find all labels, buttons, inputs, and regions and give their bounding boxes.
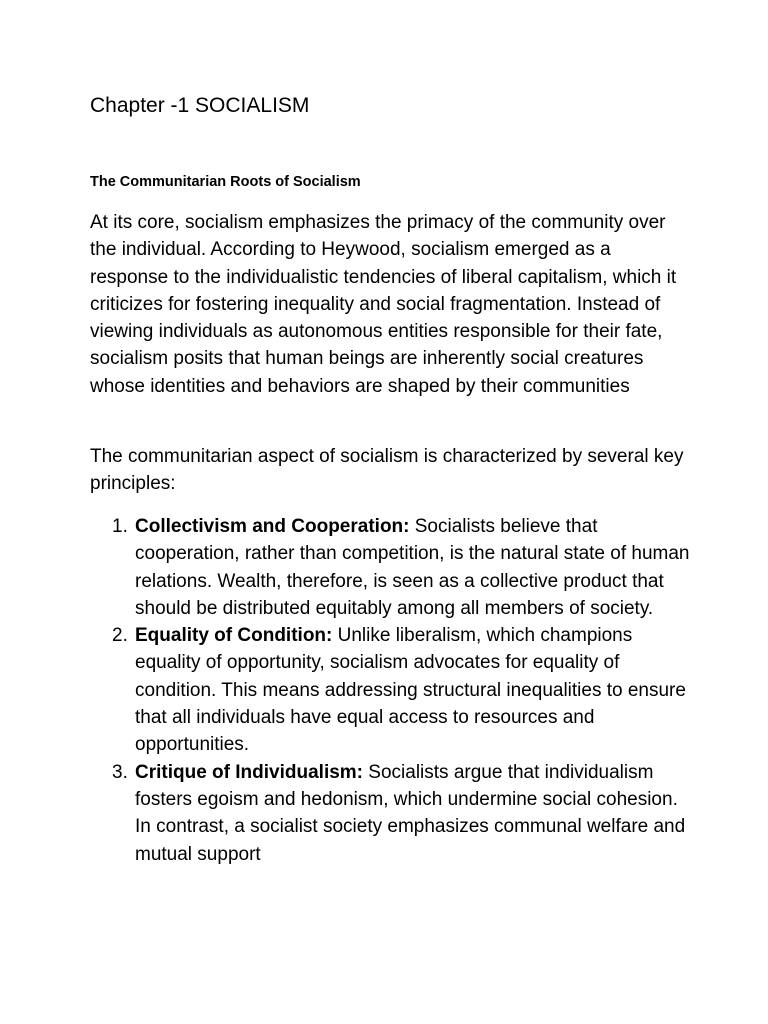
section-heading: The Communitarian Roots of Socialism	[90, 174, 361, 190]
principles-intro-paragraph: The communitarian aspect of socialism is characterized by several key principles:	[90, 446, 684, 495]
list-item	[90, 759, 690, 868]
list-item	[90, 513, 690, 622]
list-item	[90, 622, 690, 758]
principle-text: Unlike liberalism, which champions equality of opportunity, socialism advocates for equality of condition. This means addressing structural inequalities to ensure that all individuals have equal access to resources and opportunities.	[135, 625, 686, 756]
principles-list	[90, 513, 690, 868]
chapter-title: Chapter -1 SOCIALISM	[90, 94, 310, 117]
principle-text: Socialists argue that individualism fosters egoism and hedonism, which undermine social cohesion. In contrast, a socialist society emphasizes communal welfare and mutual support	[135, 761, 686, 865]
principle-term: Equality of Condition:	[135, 625, 333, 647]
list-item-number: 2.	[112, 625, 128, 647]
principle-term: Collectivism and Cooperation:	[135, 516, 410, 537]
intro-paragraph: At its core, socialism emphasizes the primacy of the community over the individual. According to Heywood, socialism emerged as a response to the individualistic tendencies of liberal capitalism, which it criticizes for fostering inequality and social fragmentation. Instead of viewing individuals as autonomous entities responsible for their fate, socialism posits that human beings are inherently social creatures whose identities and behaviors are shaped by their communities	[90, 212, 677, 397]
list-item-number: 1.	[112, 516, 128, 537]
principle-text: Socialists believe that cooperation, rather than competition, is the natural state of human relations. Wealth, therefore, is seen as a collective product that should be distributed equitably among all members of society.	[135, 516, 690, 619]
list-item-number: 3.	[112, 761, 128, 783]
principle-term: Critique of Individualism:	[135, 761, 364, 783]
